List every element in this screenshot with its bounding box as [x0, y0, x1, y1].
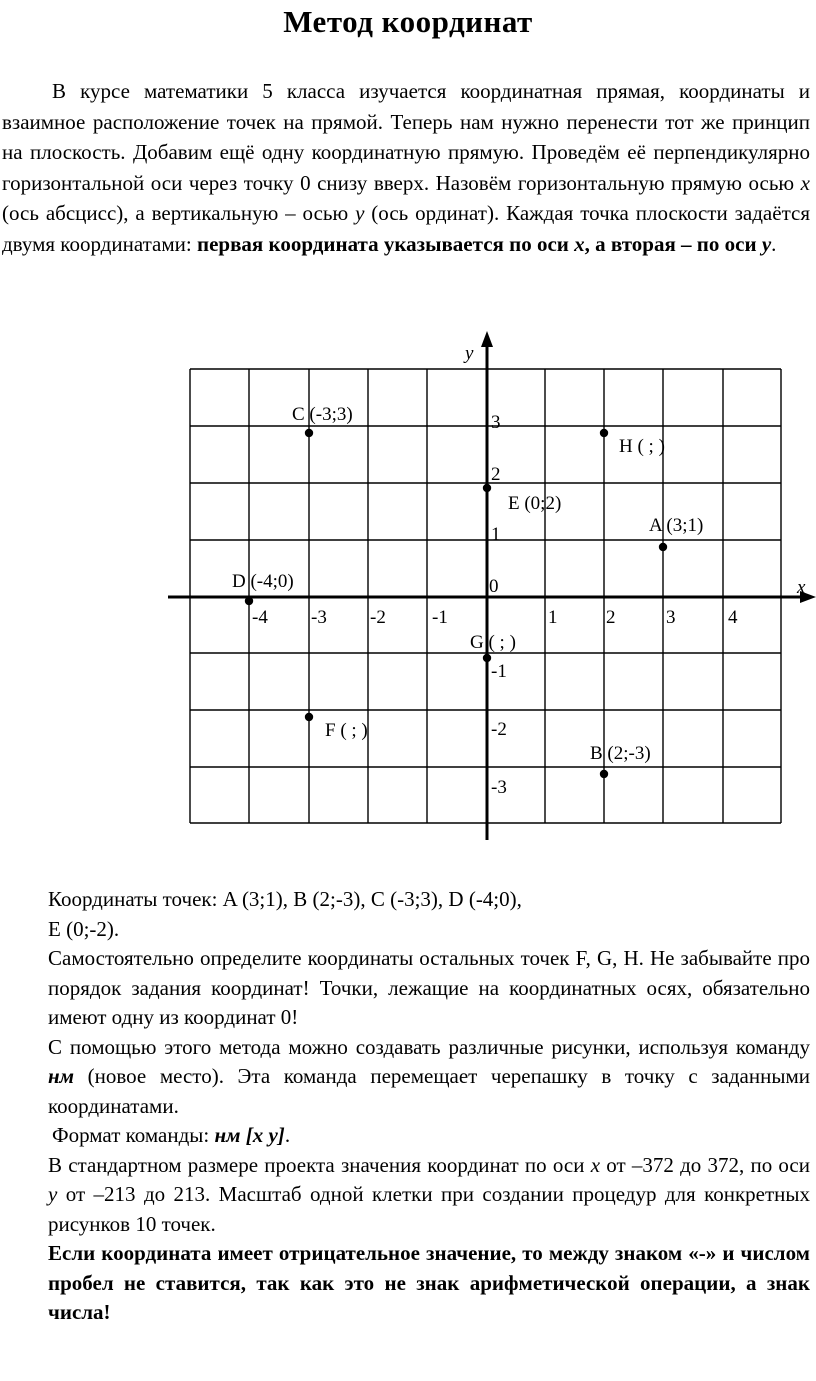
points	[232, 404, 703, 778]
format-label: Формат команды:	[52, 1123, 215, 1147]
y-tick-label: 2	[491, 464, 501, 485]
point-label-g: G ( ; )	[470, 632, 516, 653]
point-label-b: B (2;-3)	[590, 743, 651, 764]
range-text-2: от –372 до 372, по оси	[600, 1152, 810, 1177]
range-text-3: от –213 до 213. Масштаб одной клетки при создании процедур для конкретных рисунков 10 точек.	[48, 1182, 810, 1236]
final-note: Если координата имеет отрицательное значение, то между знаком «-» и числом пробел не ставится, так как это не знак арифметической операции, а знак числа!	[48, 1241, 810, 1324]
y-tick-label: 1	[491, 524, 501, 545]
range-y: y	[48, 1182, 58, 1206]
point-c	[305, 429, 313, 437]
x-tick-label: 4	[728, 607, 738, 628]
page-title: Метод координат	[283, 4, 533, 39]
intro-y: y	[355, 201, 365, 225]
coords-line-1: Координаты точек: A (3;1), B (2;-3), C (-3;3), D (-4;0),	[48, 887, 522, 911]
x-tick-label: -3	[311, 607, 327, 628]
point-e	[483, 484, 491, 492]
intro-text-3: (ось ординат). Каждая точка плоскости задаётся двумя координатами:	[2, 201, 810, 256]
x-tick-label: 2	[606, 607, 616, 628]
coords-line-2: E (0;-2).	[48, 916, 120, 941]
intro-x: x	[800, 170, 810, 195]
cmd-text-2: (новое место). Эта команда перемещает черепашку в точку с заданными координатами.	[48, 1064, 810, 1118]
origin-label: 0	[489, 576, 499, 597]
point-label-c: C (-3;3)	[292, 404, 353, 425]
y-tick-label: -2	[491, 719, 507, 740]
cmd-nm: нм	[48, 1064, 75, 1088]
point-label-f: F ( ; )	[325, 720, 368, 741]
body-text	[2, 885, 810, 1328]
x-tick-label: 3	[666, 607, 676, 628]
point-g	[483, 654, 491, 662]
intro-bold-1: первая координата указывается по оси	[196, 231, 575, 256]
y-axis-label: y	[465, 343, 474, 364]
y-tick-label: 3	[491, 412, 501, 433]
intro-end: .	[771, 231, 777, 256]
intro-bold-y: y	[761, 231, 772, 256]
intro-bold-x: x	[574, 231, 585, 256]
format-end: .	[284, 1123, 291, 1147]
point-h	[600, 429, 608, 437]
x-tick-label: -2	[370, 607, 386, 628]
intro-bold-2: , а вторая – по оси	[584, 231, 762, 256]
cmd-text-1: С помощью этого метода можно создавать различные рисунки, используя команду	[48, 1034, 810, 1059]
point-d	[245, 597, 253, 605]
point-label-e: E (0;2)	[508, 493, 562, 514]
y-axis-arrow	[481, 331, 493, 347]
point-b	[600, 770, 608, 778]
y-tick-label: -3	[491, 777, 507, 798]
point-label-h: H ( ; )	[619, 436, 665, 457]
range-text-1: В стандартном размере проекта значения координат по оси	[48, 1152, 591, 1177]
intro-paragraph	[2, 76, 810, 259]
x-axis-label: x	[797, 577, 806, 598]
point-f	[305, 713, 313, 721]
x-tick-label: 1	[548, 607, 558, 628]
format-command: нм [x y]	[214, 1123, 285, 1147]
coordinate-plane	[0, 325, 816, 850]
x-tick-label: -1	[432, 607, 448, 628]
point-label-d: D (-4;0)	[232, 571, 294, 592]
point-label-a: A (3;1)	[649, 515, 704, 536]
range-x: x	[590, 1152, 601, 1177]
intro-text-2: (ось абсцисс), а вертикальную – осью	[2, 201, 356, 225]
point-a	[659, 543, 667, 551]
task-paragraph: Самостоятельно определите координаты остальных точек F, G, H. Не забывайте про порядок задания координат! Точки, лежащие на координатных осях, обязательно имеют одну из координат 0!	[48, 946, 810, 1029]
intro-text-1: В курсе математики 5 класса изучается координатная прямая, координаты и взаимное расположение точек на прямой. Теперь нам нужно перенести тот же принцип на плоскость. Добавим ещё одну координатную прямую. Проведём её перпендикулярно горизонтальной оси через точку 0 снизу вверх. Назовём горизонтальную прямую осью	[2, 79, 810, 195]
y-tick-label: -1	[491, 661, 507, 682]
x-tick-label: -4	[252, 607, 268, 628]
